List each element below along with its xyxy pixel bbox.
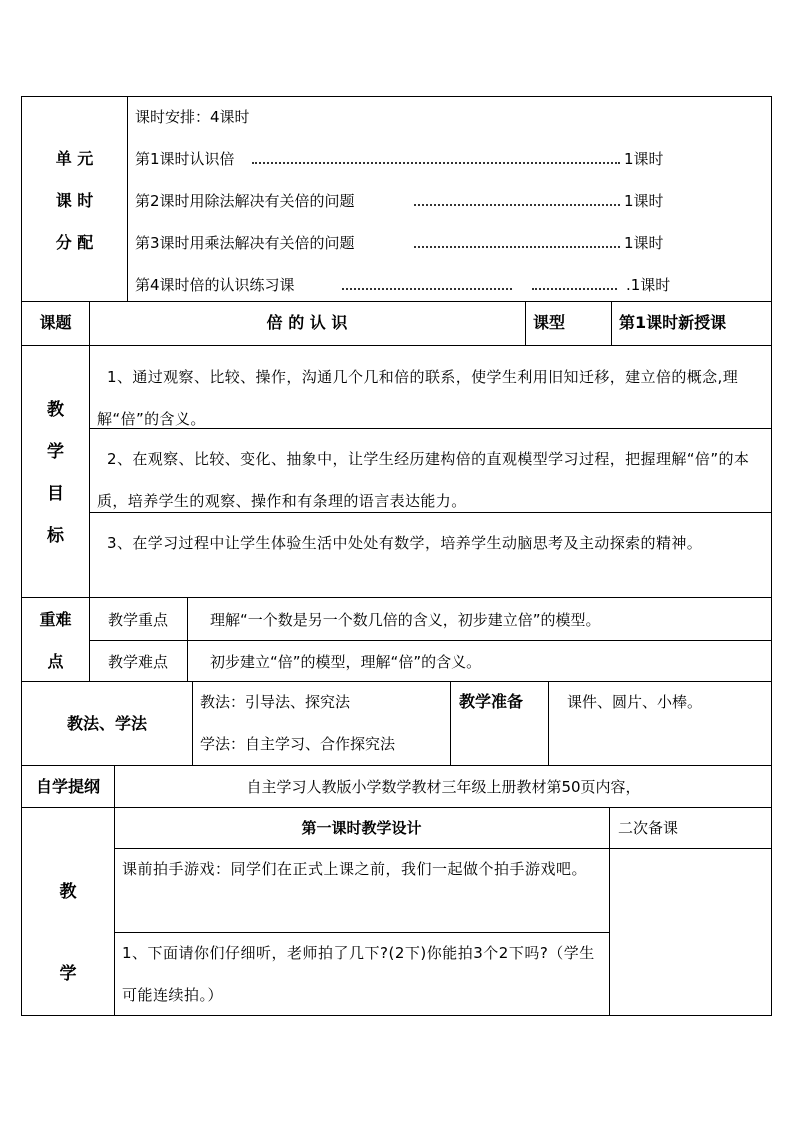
goal-item-2: 2、在观察、比较、变化、抽象中，让学生经历建构倍的直观模型学习过程，把握理解“倍”的本质，培养学生的观察、操作和有条理的语言表达能力。 — [97, 450, 750, 510]
schedule-line-3: 第3课时用乘法解决有关倍的问题 — [135, 234, 355, 252]
schedule-line-4: 第4课时倍的认识练习课 — [135, 276, 295, 294]
lesson-type-value: 第1课时新授课 — [619, 313, 727, 332]
schedule-line-1: 第1课时认识倍 — [135, 150, 235, 168]
goals-label-4: 标 — [47, 526, 64, 546]
difficult-point-label: 教学难点 — [107, 653, 168, 671]
design-label-1: 教 — [59, 882, 77, 902]
prep-label: 教学准备 — [459, 692, 524, 711]
key-point-text: 理解“一个数是另一个数几倍的含义，初步建立倍”的模型。 — [210, 611, 601, 629]
schedule-hours-4: .1课时 — [626, 276, 671, 294]
unit-label-2: 课 时 — [55, 191, 94, 210]
goals-label-1: 教 — [47, 400, 64, 420]
design-paragraph-2: 1、下面请你们仔细听，老师拍了几下?(2下)你能拍3个2下吗?（学生可能连续拍。） — [122, 944, 595, 1004]
topic-section — [21, 302, 772, 346]
topic-value: 倍 的 认 识 — [266, 313, 348, 332]
methods-section — [21, 682, 772, 766]
lesson-plan-table — [21, 96, 772, 1016]
schedule-hours-2: 1课时 — [624, 192, 664, 210]
key-point-label: 教学重点 — [107, 611, 168, 629]
prep-value: 课件、圆片、小棒。 — [567, 693, 703, 711]
topic-label: 课题 — [39, 313, 72, 332]
learning-method: 学法：自主学习、合作探究法 — [200, 735, 396, 753]
keypoints-label-1: 重难 — [39, 610, 72, 629]
schedule-hours-3: 1课时 — [624, 234, 664, 252]
difficult-point-text: 初步建立“倍”的模型，理解“倍”的含义。 — [210, 653, 482, 671]
unit-label-3: 分 配 — [55, 233, 94, 252]
unit-label-1: 单 元 — [55, 149, 94, 168]
schedule-title: 课时安排：4课时 — [135, 108, 250, 126]
teaching-goals-section — [21, 346, 772, 598]
second-prep-header: 二次备课 — [618, 819, 679, 837]
goals-label-3: 目 — [47, 484, 64, 504]
keypoints-label-2: 点 — [47, 652, 64, 671]
schedule-hours-1: 1课时 — [624, 150, 664, 168]
self-study-section — [21, 766, 772, 808]
design-paragraph-1: 课前拍手游戏：同学们在正式上课之前，我们一起做个拍手游戏吧。 — [122, 860, 588, 878]
design-label-2: 学 — [59, 964, 77, 984]
self-study-text: 自主学习人教版小学数学教材三年级上册教材第50页内容， — [246, 778, 641, 796]
methods-label: 教法、学法 — [66, 714, 147, 733]
goals-label-2: 学 — [47, 442, 64, 462]
unit-schedule-section — [21, 96, 772, 302]
goal-item-1: 1、通过观察、比较、操作，沟通几个几和倍的联系，使学生利用旧知迁移，建立倍的概念,理解“倍”的含义。 — [97, 368, 739, 428]
teaching-method: 教法：引导法、探究法 — [200, 693, 351, 711]
teaching-design-section — [21, 808, 772, 1016]
self-study-label: 自学提纲 — [35, 777, 100, 796]
lesson-type-label: 课型 — [533, 313, 566, 332]
schedule-line-2: 第2课时用除法解决有关倍的问题 — [135, 192, 355, 210]
key-points-section — [21, 598, 772, 682]
goal-item-3: 3、在学习过程中让学生体验生活中处处有数学，培养学生动脑思考及主动探索的精神。 — [107, 534, 703, 552]
design-header: 第一课时教学设计 — [301, 819, 422, 837]
